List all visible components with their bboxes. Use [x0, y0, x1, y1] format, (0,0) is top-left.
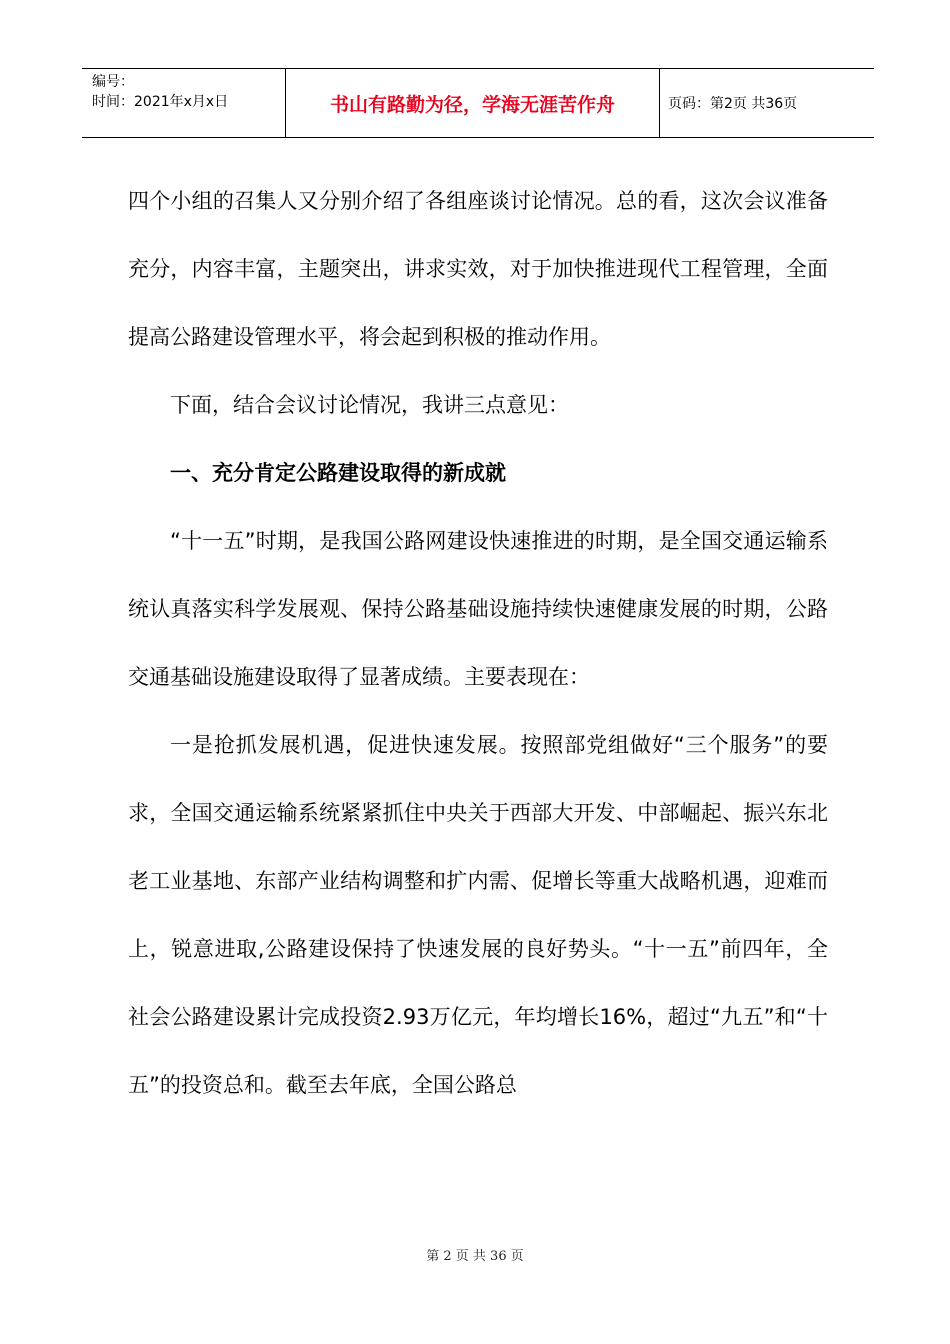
page-header — [82, 68, 874, 138]
header-motto: 书山有路勤为径，学海无涯苦作舟 — [286, 69, 660, 137]
document-body — [128, 167, 828, 1119]
document-date-label: 时间：2021年x月x日 — [92, 94, 229, 110]
paragraph-period: “十一五”时期，是我国公路网建设快速推进的时期，是全国交通运输系统认真落实科学发展观、保持公路基础设施持续快速健康发展的时期，公路交通基础设施建设取得了显著成绩。主要表现在： — [128, 529, 828, 689]
section-heading: 一、充分肯定公路建设取得的新成就 — [170, 461, 506, 485]
paragraph-point-one: 一是抢抓发展机遇，促进快速发展。按照部党组做好“三个服务”的要求，全国交通运输系统紧紧抓住中央关于西部大开发、中部崛起、振兴东北老工业基地、东部产业结构调整和扩内需、促增长等重大战略机遇，迎难而上，锐意进取,公路建设保持了快速发展的良好势头。“十一五”前四年，全社会公路建设累计完成投资2.93万亿元，年均增长16%，超过“九五”和“十五”的投资总和。截至去年底，全国公路总 — [128, 733, 828, 1097]
header-meta-cell — [82, 69, 286, 137]
header-page-number: 页码：第2页 共36页 — [668, 96, 798, 112]
paragraph-intro: 下面，结合会议讨论情况，我讲三点意见： — [170, 393, 569, 417]
paragraph-continued: 四个小组的召集人又分别介绍了各组座谈讨论情况。总的看，这次会议准备充分，内容丰富，主题突出，讲求实效，对于加快推进现代工程管理，全面提高公路建设管理水平，将会起到积极的推动作用。 — [128, 189, 828, 349]
document-number-label: 编号： — [92, 74, 134, 90]
page-footer: 第 2 页 共 36 页 — [426, 1249, 524, 1264]
